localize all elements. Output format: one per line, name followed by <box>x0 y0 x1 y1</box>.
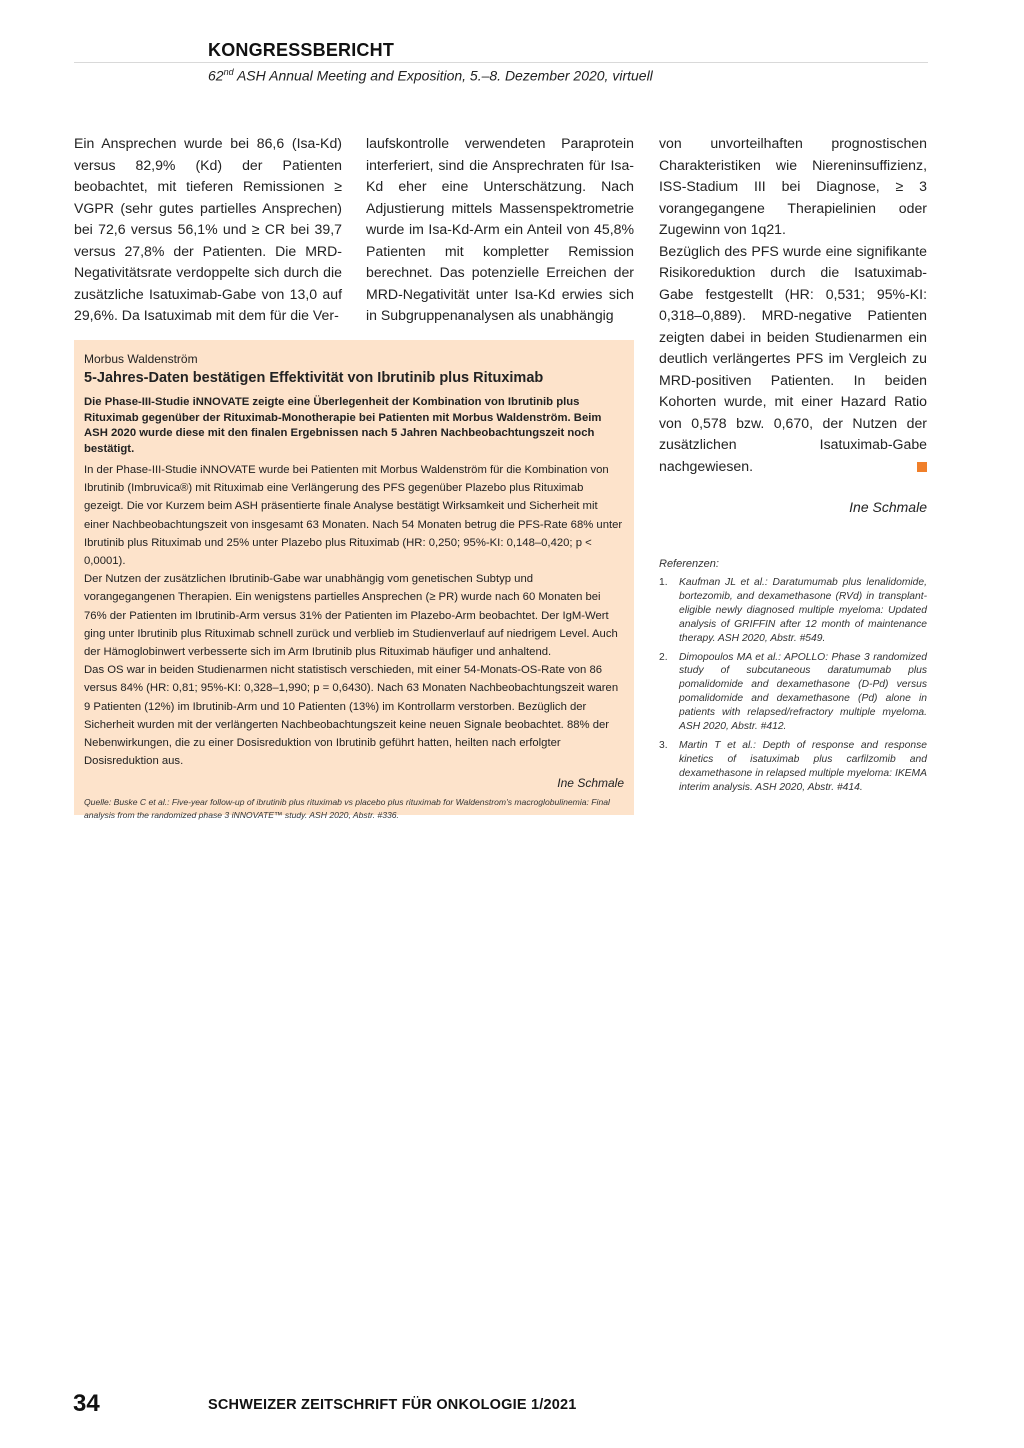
header-divider <box>74 62 928 63</box>
column-3-paragraph-2-text: Bezüglich des PFS wurde eine signifikante Risikoreduktion durch die Isatuximab-Gabe festgestellt (HR: 0,531; 95%-KI: 0,318–0,889). MRD-negative Patienten zeigten dabei in beiden Studienarmen ein deutlich verlängertes PFS im Vergleich zu MRD-positiven Patienten. In beiden Kohorten wurde, mit einer Hazard Ratio von 0,578 bzw. 0,670, der Nutzen der zusätzlichen Isatuximab-Gabe nachgewiesen. <box>659 242 927 474</box>
reference-item <box>659 651 927 734</box>
box-lead: Die Phase-III-Studie iNNOVATE zeigte eine Überlegenheit der Kombination von Ibrutinib plus Rituximab gegenüber der Rituximab-Monotherapie bei Patienten mit Morbus Waldenström. Beim ASH 2020 wurde diese mit den finalen Ergebnissen nach 5 Jahren Nachbeobachtungszeit noch bestätigt. <box>84 396 602 455</box>
subtitle-number: 62 <box>208 67 224 84</box>
page-header <box>208 40 928 61</box>
reference-item <box>659 576 927 646</box>
reference-number: 1. <box>659 577 668 588</box>
subtitle-text: ASH Annual Meeting and Exposition, 5.–8. Dezember 2020, virtuell <box>233 67 653 84</box>
end-of-article-marker <box>917 462 927 472</box>
column-3-paragraph-2 <box>659 241 927 478</box>
reference-text: Kaufman JL et al.: Daratumumab plus lenalidomide, bortezomib, and dexamethasone (RVd) in transplant-eligible newly diagnosed multiple myeloma: Updated analysis of GRIFFIN after 12 month of maintenance therapy. ASH 2020, Abstr. #549. <box>679 577 927 644</box>
box-paragraph-3: Das OS war in beiden Studienarmen nicht statistisch verschieden, mit einer 54-Monats-OS-Rate von 86 versus 84% (HR: 0,81; 95%-KI: 0,328–1,990; p = 0,6430). Nach 63 Monaten Nachbeobachtungszeit waren 9 Patienten (12%) im Ibrutinib-Arm und 10 Patienten (13%) im Kontrollarm verstorben. Bezüglich der Sicherheit wurden mit der verlängerten Nachbeobachtungszeit keine neuen Signale beobachtet. 88% der Nebenwirkungen, die zu einer Dosisreduktion von Ibrutinib geführt hatten, heilten nach erfolgter Dosisreduktion aus. <box>84 664 619 768</box>
section-title: KONGRESSBERICHT <box>208 40 395 60</box>
references-title: Referenzen: <box>659 558 719 570</box>
meeting-subtitle <box>208 67 653 84</box>
box-body <box>84 461 624 770</box>
references <box>659 558 927 800</box>
page-number: 34 <box>73 1390 100 1417</box>
subtitle-ordinal: nd <box>223 67 234 77</box>
reference-text: Martin T et al.: Depth of response and response kinetics of isatuximab plus carfilzomib and dexamethasone in relapsed multiple myeloma: IKEMA interim analysis. ASH 2020, Abstr. #414. <box>679 739 927 793</box>
column-1-text: Ein Ansprechen wurde bei 86,6 (Isa-Kd) versus 82,9% (Kd) der Patienten beobachtet, mit tieferen Remissionen ≥ VGPR (sehr gutes partielles Ansprechen) bei 72,6 versus 56,1% und ≥ CR bei 39,7 versus 27,8% der Patienten. Die MRD-Negativitätsrate verdoppelte sich durch die zusätzliche Isatuximab-Gabe von 13,0 auf 29,6%. Da Isatuximab mit dem für die Ver- <box>74 135 342 323</box>
article-author: Ine Schmale <box>849 499 927 515</box>
sidebar-box <box>74 340 634 821</box>
box-kicker: Morbus Waldenström <box>84 352 198 366</box>
reference-item <box>659 739 927 795</box>
article-column-3 <box>659 133 927 477</box>
box-title: 5-Jahres-Daten bestätigen Effektivität von Ibrutinib plus Rituximab <box>84 370 544 386</box>
journal-name: SCHWEIZER ZEITSCHRIFT FÜR ONKOLOGIE 1/2021 <box>208 1397 577 1413</box>
column-2-text: laufskontrolle verwendeten Paraprotein interferiert, sind die Ansprechraten für Isa-Kd eher eine Unterschätzung. Nach Adjustierung mittels Massenspektrometrie wurde im Isa-Kd-Arm ein Anteil von 45,8% Patienten mit kompletter Remission berechnet. Das potenzielle Erreichen der MRD-Negativität unter Isa-Kd erwies sich in Subgruppenanalysen als unabhängig <box>366 135 634 323</box>
box-paragraph-2: Der Nutzen der zusätzlichen Ibrutinib-Gabe war unabhängig vom genetischen Subtyp und vorangegangenen Therapien. Ein wenigstens partielles Ansprechen (≥ PR) wurde nach 60 Monaten bei 76% der Patienten im Ibrutinib-Arm versus 31% der Patienten im Plazebo-Arm beobachtet. Der IgM-Wert ging unter Ibrutinib plus Rituximab schnell zurück und verblieb im Studienverlauf auf niedrigem Level. Auch der Hämoglobinwert verbesserte sich im Arm Ibrutinib plus Rituximab häufiger und anhaltend. <box>84 573 618 659</box>
box-source: Quelle: Buske C et al.: Five-year follow-up of ibrutinib plus rituximab vs placebo plus rituximab for Waldenstrom's macroglobulinemia: Final analysis from the randomized phase 3 iNNOVATE™ study. ASH 2020, Abstr. #336. <box>84 797 610 821</box>
reference-text: Dimopoulos MA et al.: APOLLO: Phase 3 randomized study of subcutaneous daratumumab plus pomalidomide and dexamethasone (D-Pd) versus pomalidomide and dexamethasone (Pd) alone in patients with relapsed/refractory multiple myeloma. ASH 2020, Abstr. #412. <box>679 651 927 733</box>
article-column-1 <box>74 133 342 327</box>
reference-number: 2. <box>659 651 668 663</box>
reference-number: 3. <box>659 739 668 751</box>
article-column-2 <box>366 133 634 327</box>
box-author: Ine Schmale <box>557 776 624 791</box>
box-paragraph-1: In der Phase-III-Studie iNNOVATE wurde bei Patienten mit Morbus Waldenström für die Kombination von Ibrutinib (Imbruvica®) mit Rituximab eine Verlängerung des PFS gegenüber Plazebo plus Rituximab gezeigt. Die vor Kurzem beim ASH präsentierte finale Analyse bestätigt Wirksamkeit und Sicherheit mit einer Nachbeobachtungszeit von insgesamt 63 Monaten. Nach 54 Monaten betrug die PFS-Rate 68% unter Ibrutinib plus Rituximab und 25% unter Plazebo plus Rituximab (HR: 0,250; 95%-KI: 0,148–0,420; p < 0,0001). <box>84 464 623 568</box>
column-3-paragraph-1: von unvorteilhaften prognostischen Charakteristiken wie Niereninsuffizienz, ISS-Stadium III bei Diagnose, ≥ 3 vorangegangene Therapielinien oder Zugewinn von 1q21. <box>659 135 927 237</box>
